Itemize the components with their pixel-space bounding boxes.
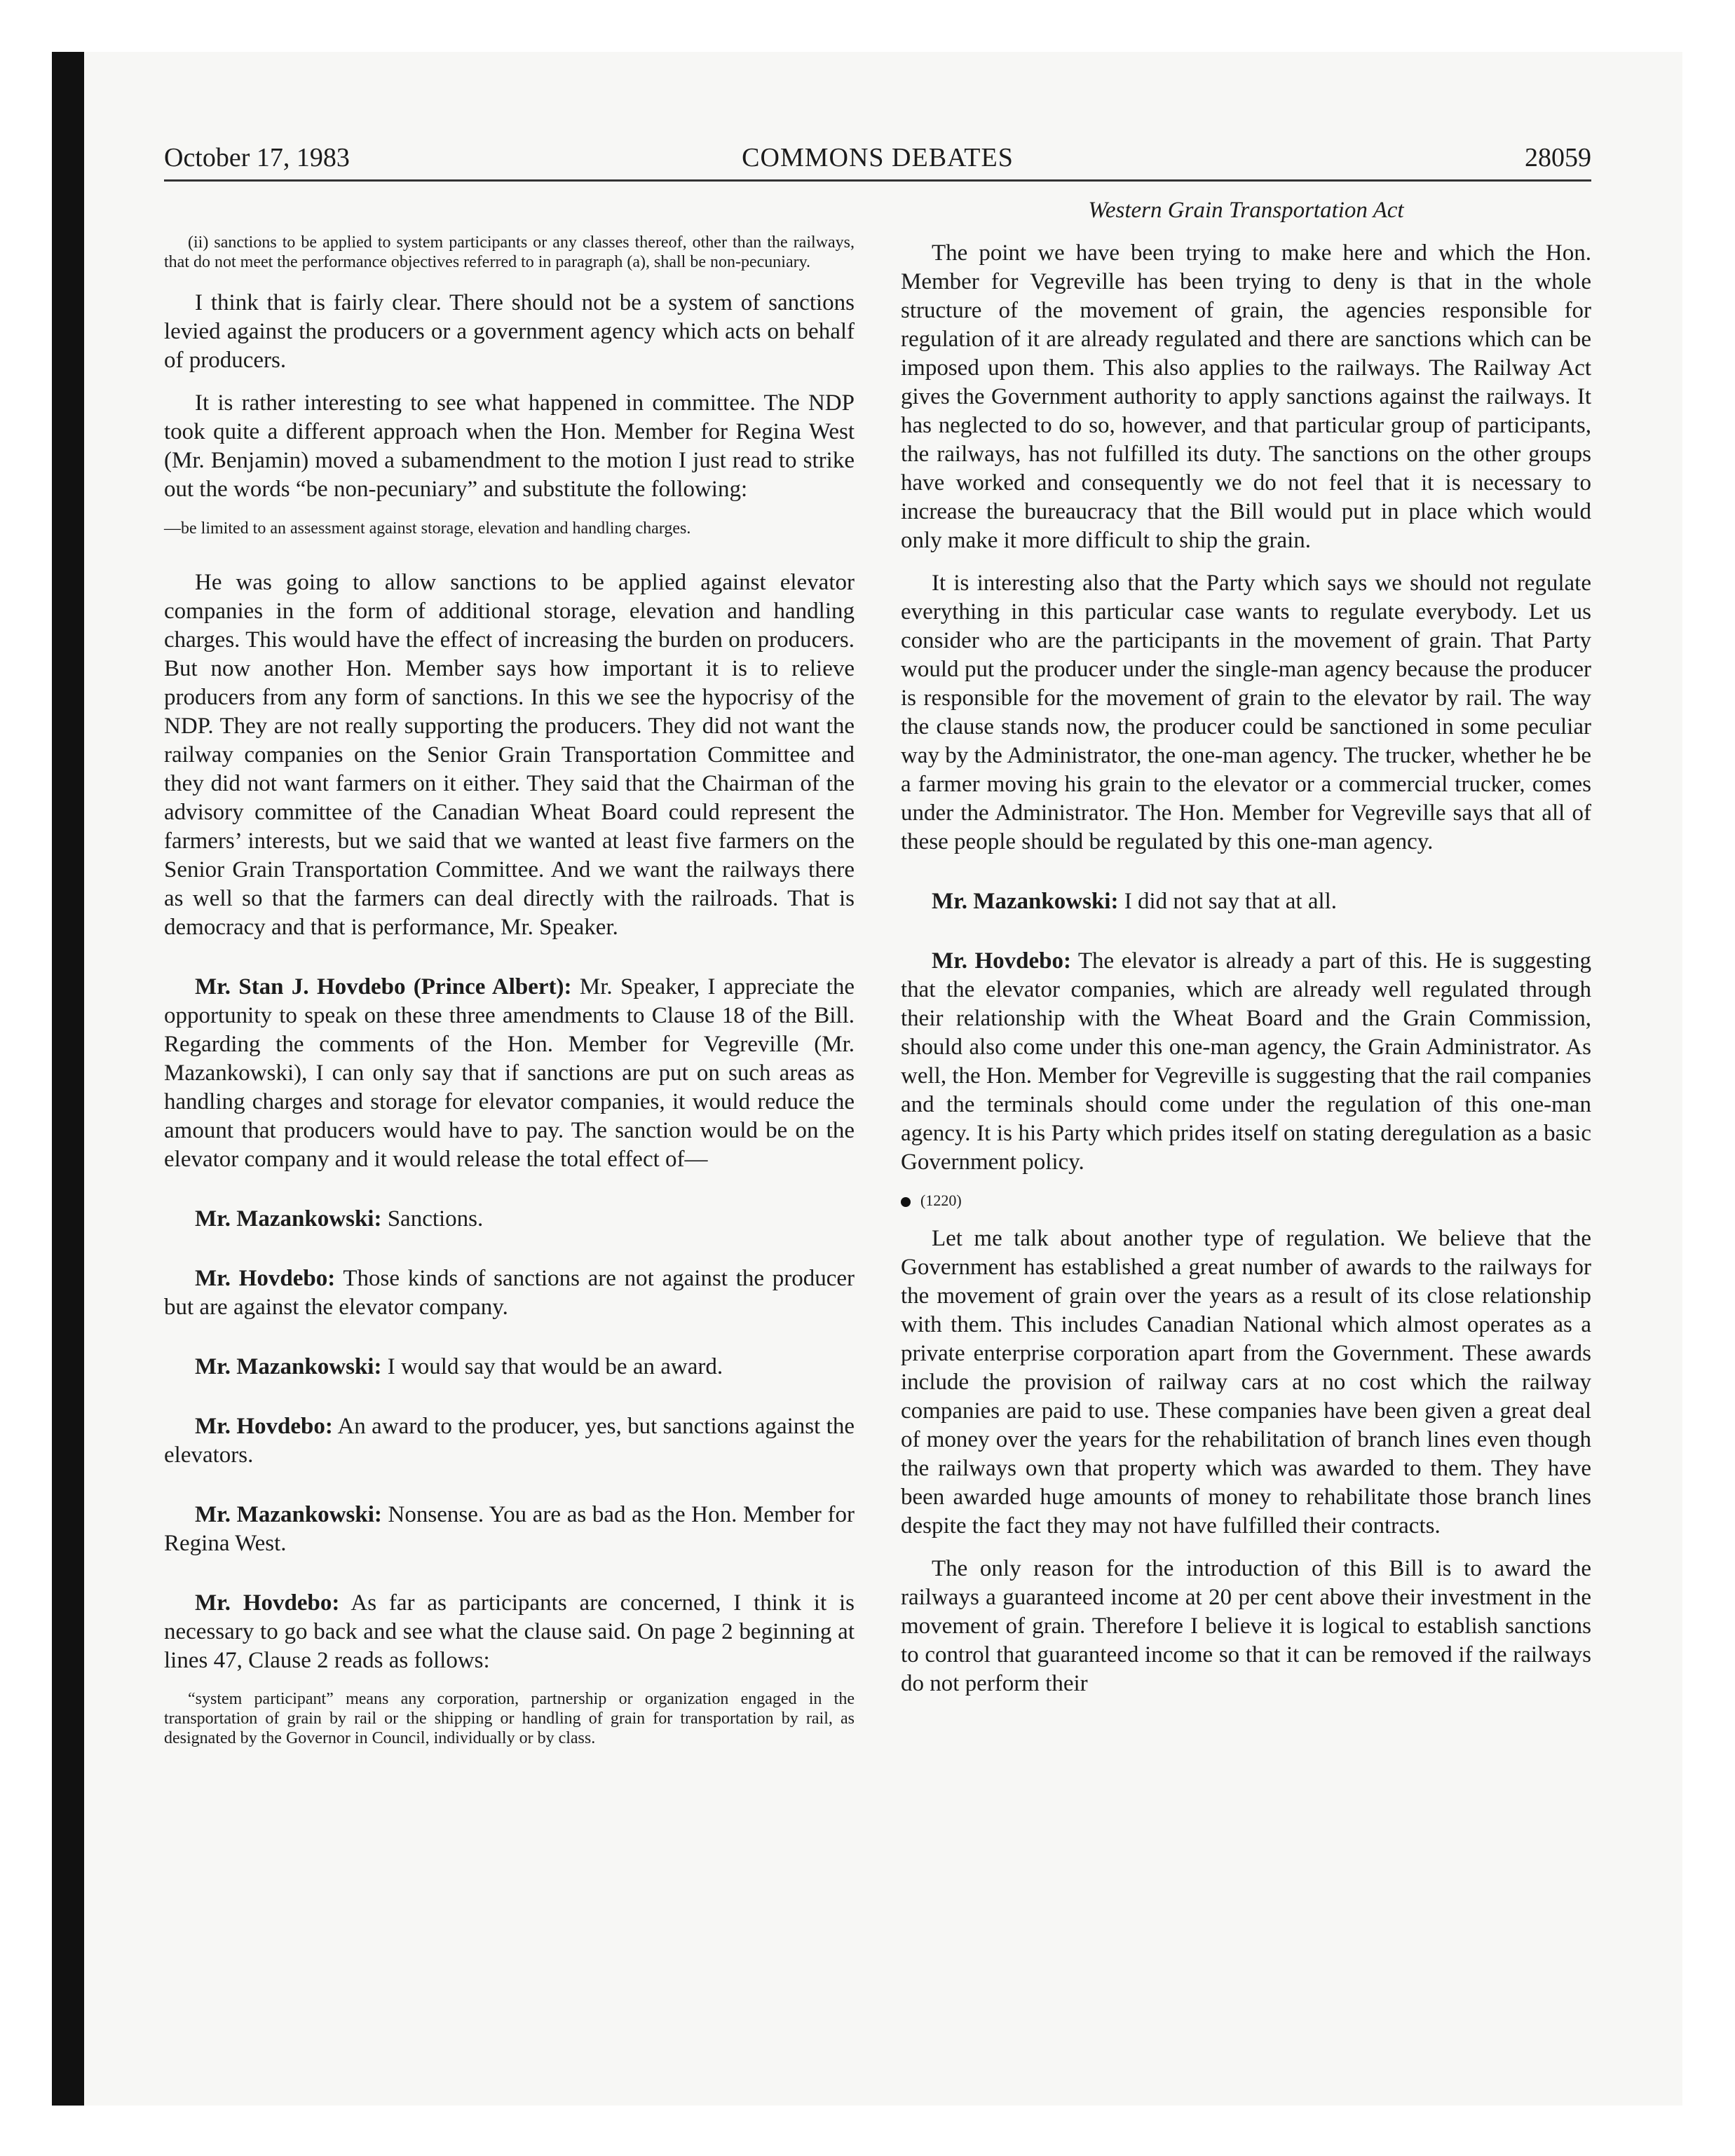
paragraph: I think that is fairly clear. There should not be a system of sanctions levied against the producers or a government agency which acts on behalf of producers.: [164, 290, 855, 373]
speaker-name: Mr. Hovdebo:: [195, 1590, 340, 1616]
left-column: [164, 196, 855, 1765]
scan-edge: [52, 52, 84, 2106]
speech-text: Those kinds of sanctions are not against the producer but are against the elevator company.: [164, 1266, 855, 1320]
quoted-subamendment: —be limited to an assessment against storage, elevation and handling charges.: [164, 519, 691, 538]
speech-text: An award to the producer, yes, but sanctions against the elevators.: [164, 1414, 855, 1468]
speech-text: Nonsense. You are as bad as the Hon. Member for Regina West.: [164, 1502, 855, 1556]
speech-text: Mr. Speaker, I appreciate the opportunity to speak on these three amendments to Clause 18 of the Bill. Regarding the comments of the Hon. Member for Vegreville (Mr. Mazankowski), I can only say that if sanctions are put on such areas as handling charges and storage for elevator companies, it would reduce the amount that producers would have to pay. The sanction would be on the elevator company and it would release the total effect of—: [164, 974, 855, 1172]
page-header: [164, 140, 1591, 182]
speech: [164, 1353, 855, 1381]
time-marker: [901, 1191, 1591, 1210]
quoted-definition: “system participant” means any corporation, partnership or organization engaged in the transportation of grain by rail or the shipping or handling of grain for transportation by rail, as designated by the Governor in Council, individually or by class.: [164, 1690, 855, 1747]
paragraph: The only reason for the introduction of this Bill is to award the railways a guaranteed income at 20 per cent above their investment in the movement of grain. Therefore I believe it is logical to establish sanctions to control that guaranteed income so that it can be removed if the railways do not perform their: [901, 1556, 1591, 1696]
speech-text: The elevator is already a part of this. He is suggesting that the elevator companies, which are already well regulated through their relationship with the Wheat Board and the Grain Commission, should also come under this one-man agency, the Grain Administrator. As well, the Hon. Member for Vegreville is suggesting that the rail companies and the terminals should come under the regulation of this one-man agency. It is his Party which prides itself on stating deregulation as a basic Government policy.: [901, 948, 1591, 1175]
paragraph: It is rather interesting to see what happened in committee. The NDP took quite a different approach when the Hon. Member for Regina West (Mr. Benjamin) moved a subamendment to the motion I just read to strike out the words “be non-pecuniary” and substitute the following:: [164, 390, 855, 502]
speaker-name: Mr. Hovdebo:: [932, 948, 1071, 974]
timestamp: (1220): [920, 1192, 962, 1209]
speech-text: I did not say that at all.: [1118, 889, 1338, 914]
section-title: Western Grain Transportation Act: [1088, 198, 1404, 223]
speaker-name: Mr. Mazankowski:: [195, 1354, 382, 1379]
paragraph: Let me talk about another type of regulation. We believe that the Government has established a great number of awards to the railways for the movement of grain over the years as a result of its close relationship with them. This includes Canadian National which almost operates as a private enterprise corporation apart from the Government. These awards include the provision of railway cars at no cost which the railway companies are paid to use. These companies have been given a great deal of money over the years for the rehabilitation of branch lines even though the railways own that property which was awarded to them. They have been awarded huge amounts of money to rehabilitate those branch lines despite the fact they may not have fulfilled their contracts.: [901, 1226, 1591, 1538]
bullet-icon: [901, 1197, 911, 1207]
speech-text: Sanctions.: [381, 1206, 484, 1231]
speaker-name: Mr. Mazankowski:: [195, 1206, 382, 1231]
speech: [164, 1589, 855, 1675]
speech: [164, 1205, 855, 1234]
speaker-name: Mr. Hovdebo:: [195, 1266, 336, 1291]
header-date: October 17, 1983: [164, 143, 350, 172]
speaker-name: Mr. Hovdebo:: [195, 1414, 333, 1439]
speech: [164, 973, 855, 1174]
speaker-name: Mr. Stan J. Hovdebo (Prince Albert):: [195, 974, 572, 999]
speech-text: I would say that would be an award.: [381, 1354, 723, 1379]
speech: [901, 947, 1591, 1177]
header-title: COMMONS DEBATES: [742, 143, 1014, 172]
speaker-name: Mr. Mazankowski:: [932, 889, 1119, 914]
speech: [901, 887, 1591, 916]
speech: [164, 1412, 855, 1470]
paragraph: He was going to allow sanctions to be applied against elevator companies in the form of additional storage, elevation and handling charges. This would have the effect of increasing the burden on producers. But now another Hon. Member says how important it is to relieve producers from any form of sanctions. In this we see the hypocrisy of the NDP. They are not really supporting the producers. They did not want the railway companies on the Senior Grain Transportation Committee and they did not want farmers on it either. They said that the Chairman of the advisory committee of the Canadian Wheat Board could represent the farmers’ interests, but we said that we wanted at least five farmers on the Senior Grain Transportation Committee. And we want the railways there as well so that the farmers can deal directly with the railroads. That is democracy and that is performance, Mr. Speaker.: [164, 570, 855, 940]
speech: [164, 1264, 855, 1322]
speech-text: As far as participants are concerned, I think it is necessary to go back and see what the clause said. On page 2 beginning at lines 47, Clause 2 reads as follows:: [164, 1590, 855, 1673]
right-column: [901, 196, 1591, 1712]
speech: [164, 1501, 855, 1558]
speaker-name: Mr. Mazankowski:: [195, 1502, 382, 1527]
quoted-clause-ii: (ii) sanctions to be applied to system participants or any classes thereof, other than the railways, that do not meet the performance objectives referred to in paragraph (a), shall be non-pecuniary.: [164, 233, 855, 271]
header-page-number: 28059: [1525, 143, 1591, 172]
paragraph: The point we have been trying to make here and which the Hon. Member for Vegreville has been trying to deny is that in the whole structure of the movement of grain, the agencies responsible for regulation of it are already regulated and there are sanctions which can be imposed upon them. This also applies to the railways. The Railway Act gives the Government authority to apply sanctions against the railways. It has neglected to do so, however, and that particular group of participants, the railways, has not fulfilled its duty. The sanctions on the other groups have worked and consequently we do not feel that it is necessary to increase the bureaucracy that the Bill would put in place which would only make it more difficult to ship the grain.: [901, 240, 1591, 553]
paragraph: It is interesting also that the Party which says we should not regulate everything in this particular case wants to regulate everybody. Let us consider who are the participants in the movement of grain. That Party would put the producer under the single-man agency because the producer is responsible for the movement of grain to the elevator by rail. The way the clause stands now, the producer could be sanctioned in some peculiar way by the Administrator, the one-man agency. The trucker, whether he be a farmer moving his grain to the elevator or a commercial trucker, comes under the Administrator. The Hon. Member for Vegreville says that all of these people should be regulated by this one-man agency.: [901, 571, 1591, 854]
